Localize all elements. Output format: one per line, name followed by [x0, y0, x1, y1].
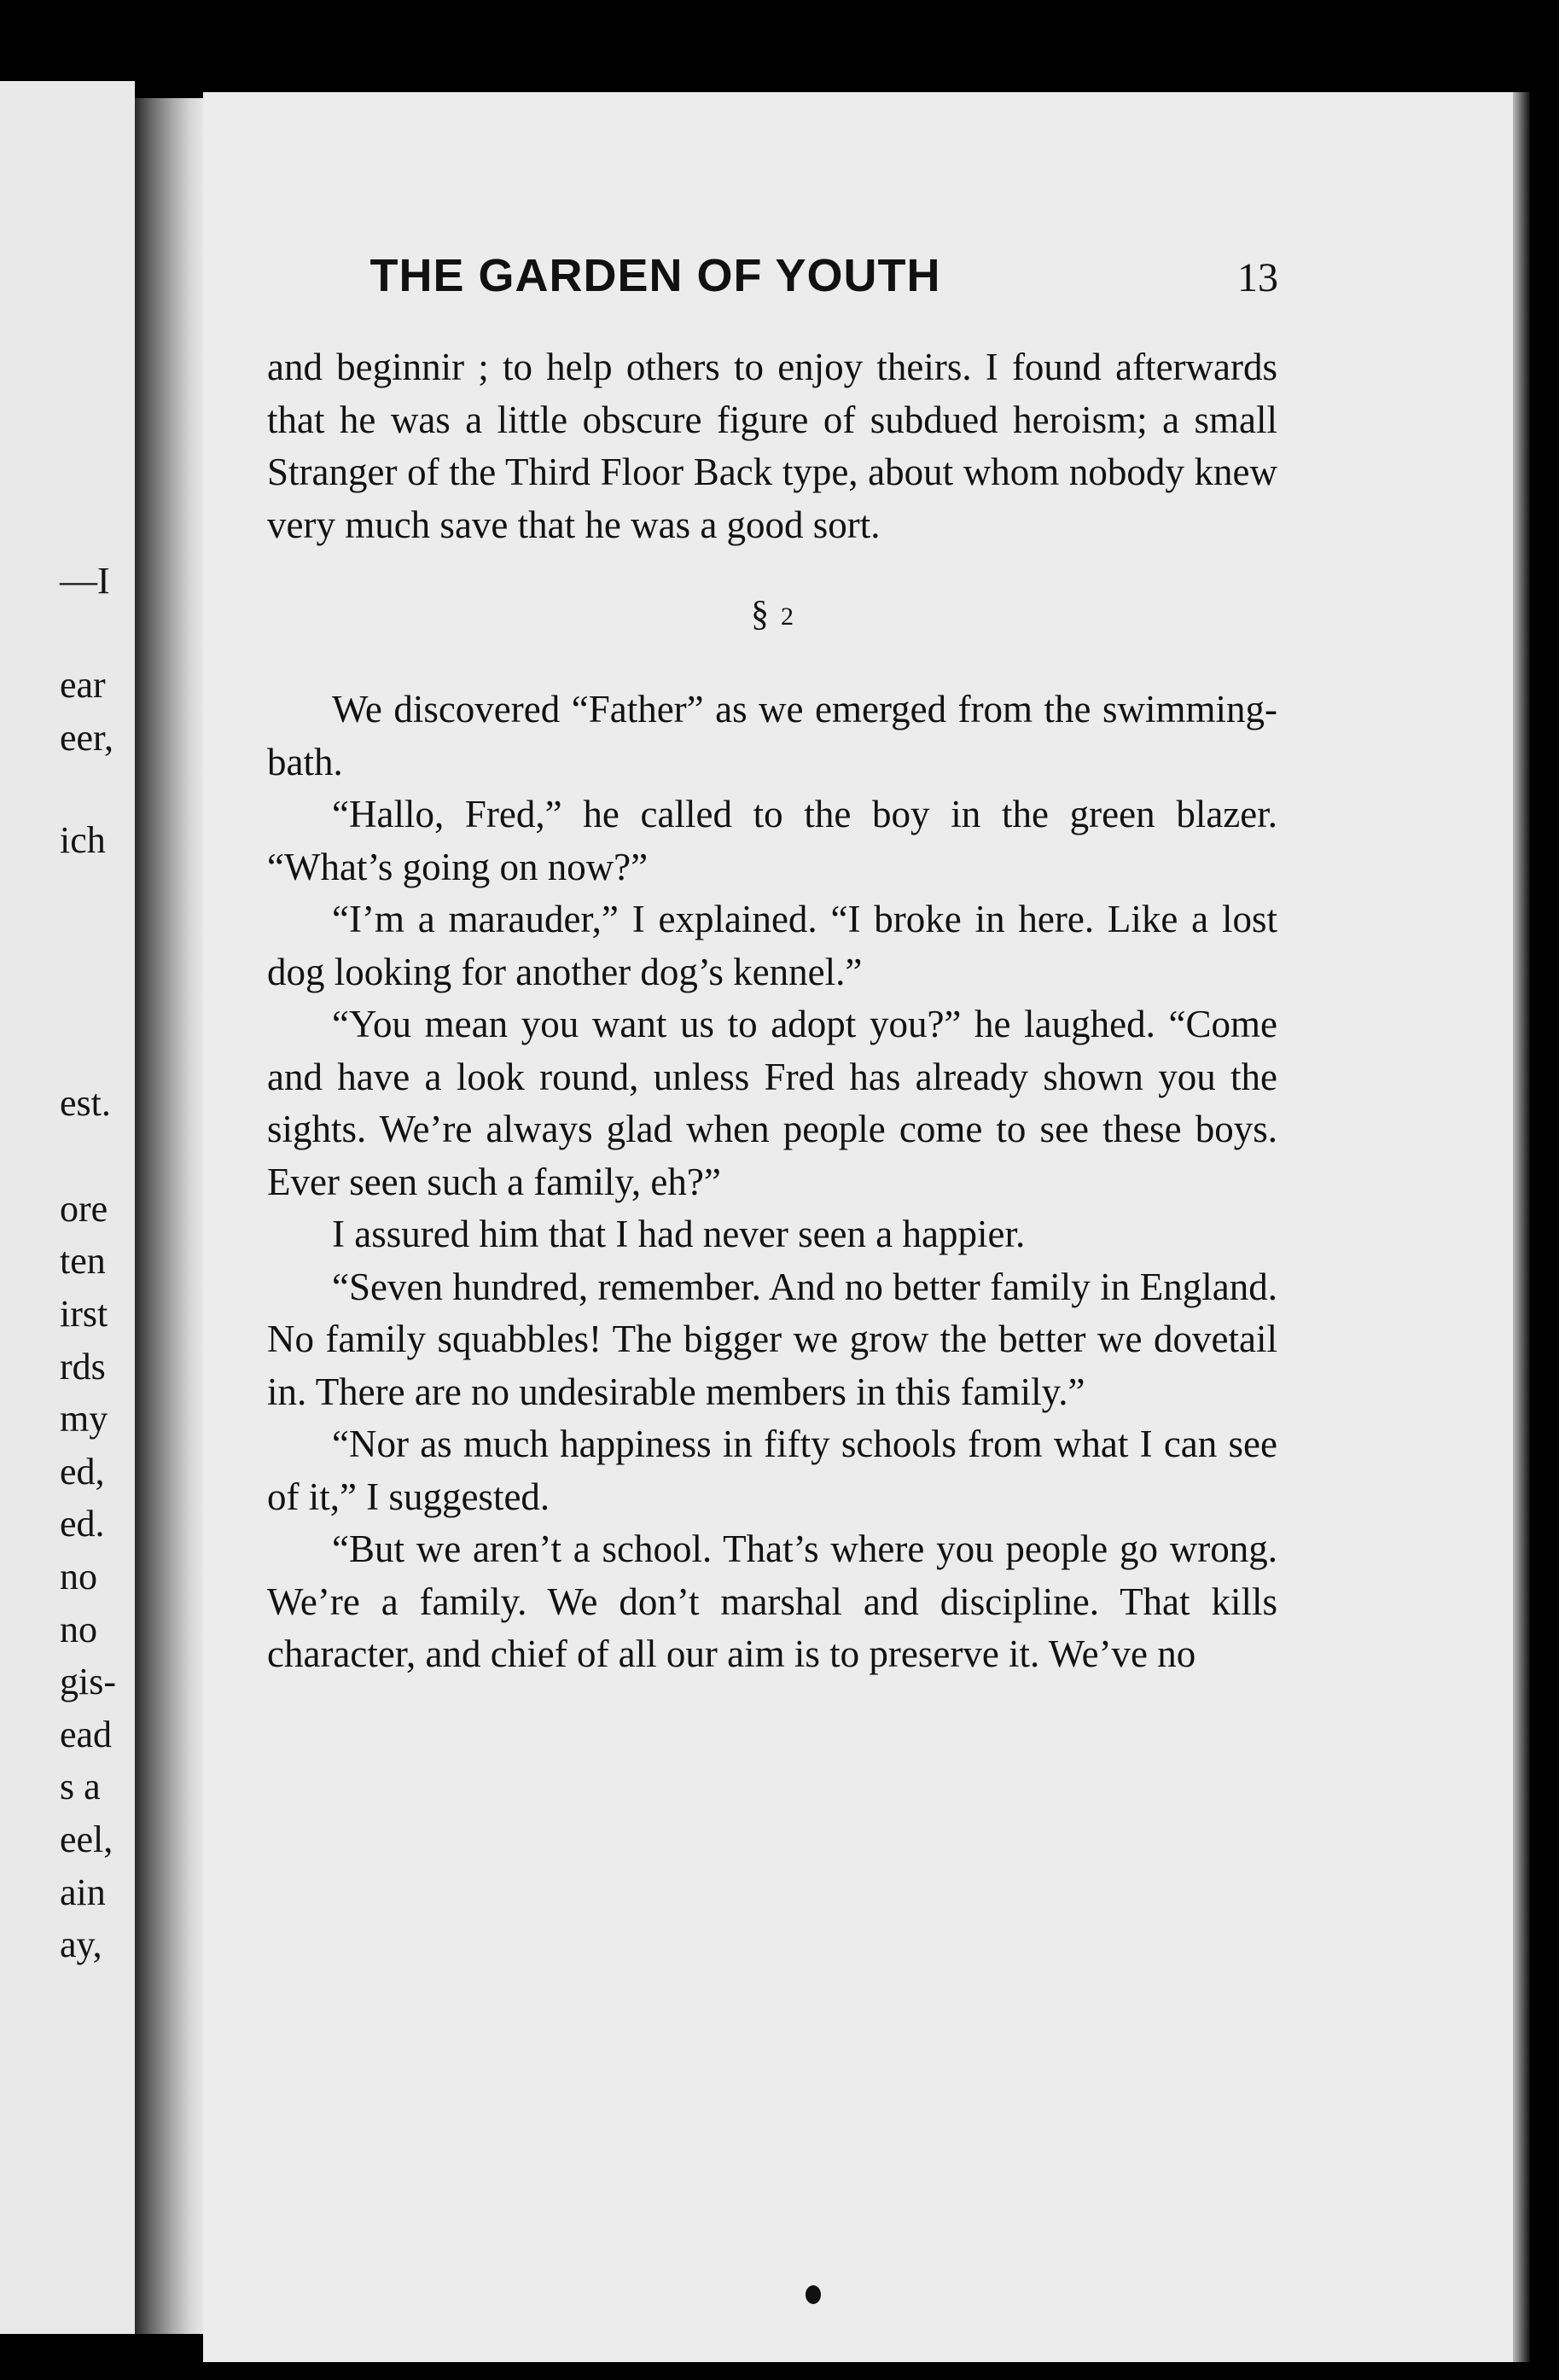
paragraph: “I’m a marauder,” I explained. “I broke in here. Like a lost dog looking for another dog’s kennel.”	[267, 898, 1277, 993]
running-title: THE GARDEN OF YOUTH	[369, 250, 941, 301]
ink-dot	[806, 2285, 821, 2304]
left-page-fragment: —I	[60, 560, 110, 602]
left-page-fragment: ore	[60, 1188, 108, 1230]
running-head	[229, 249, 1278, 317]
left-page-fragment: gis-	[60, 1661, 116, 1702]
left-page-fragment: no	[60, 1609, 97, 1650]
left-page-fragment: ed,	[60, 1451, 105, 1493]
left-page-fragment: rds	[60, 1346, 106, 1388]
left-page-fragment: ear	[60, 664, 106, 706]
section-number: 2	[781, 602, 794, 631]
left-page-fragment: ay,	[60, 1923, 102, 1965]
section-heading	[267, 589, 1277, 643]
left-page-fragment: my	[60, 1398, 108, 1440]
page-edge-shadow	[1513, 92, 1530, 2362]
book-gutter	[135, 98, 203, 2334]
left-page-fragment: s a	[60, 1766, 101, 1807]
left-page-fragment: irst	[60, 1293, 108, 1335]
page-number: 13	[1237, 255, 1278, 300]
paragraph: “Hallo, Fred,” he called to the boy in the green blazer. “What’s going on now?”	[267, 793, 1277, 888]
paragraph: “You mean you want us to adopt you?” he laughed. “Come and have a look round, unless Fred has already shown you the sights. We’re always glad when people come to see these boys. Ever seen such a family, eh?”	[267, 1003, 1277, 1203]
paragraph: “Nor as much happiness in fifty schools from what I can see of it,” I suggested.	[267, 1423, 1277, 1518]
paragraph: “But we aren’t a school. That’s where you people go wrong. We’re a family. We don’t marshal and discipline. That kills character, and chief of all our aim is to preserve it. We’ve no	[267, 1528, 1277, 1676]
left-page-fragment: ed.	[60, 1503, 105, 1545]
paragraph: I assured him that I had never seen a happier.	[332, 1213, 1026, 1256]
paragraph: and beginnir ; to help others to enjoy theirs. I found afterwards that he was a little obscure figure of subdued heroism; a small Stranger of the Third Floor Back type, about whom nobody knew very much save that he was a good sort.	[267, 346, 1277, 546]
left-page-fragment: ten	[60, 1240, 106, 1282]
left-page-fragment: no	[60, 1556, 97, 1597]
left-page-fragment: ain	[60, 1871, 106, 1913]
left-page-fragment: ich	[60, 819, 106, 861]
previous-page-strip	[0, 81, 135, 2334]
page-text	[267, 341, 1277, 1681]
section-symbol: §	[751, 595, 769, 634]
left-page-fragment: est.	[60, 1082, 111, 1124]
paragraph: We discovered “Father” as we emerged from the swimming-bath.	[267, 688, 1277, 783]
paragraph: “Seven hundred, remember. And no better family in England. No family squabbles! The bigger we grow the better we dovetail in. There are no undesirable members in this family.”	[267, 1265, 1277, 1413]
left-page-fragment: ead	[60, 1714, 113, 1755]
left-page-fragment: eel,	[60, 1818, 113, 1860]
left-page-fragment: eer,	[60, 717, 113, 759]
